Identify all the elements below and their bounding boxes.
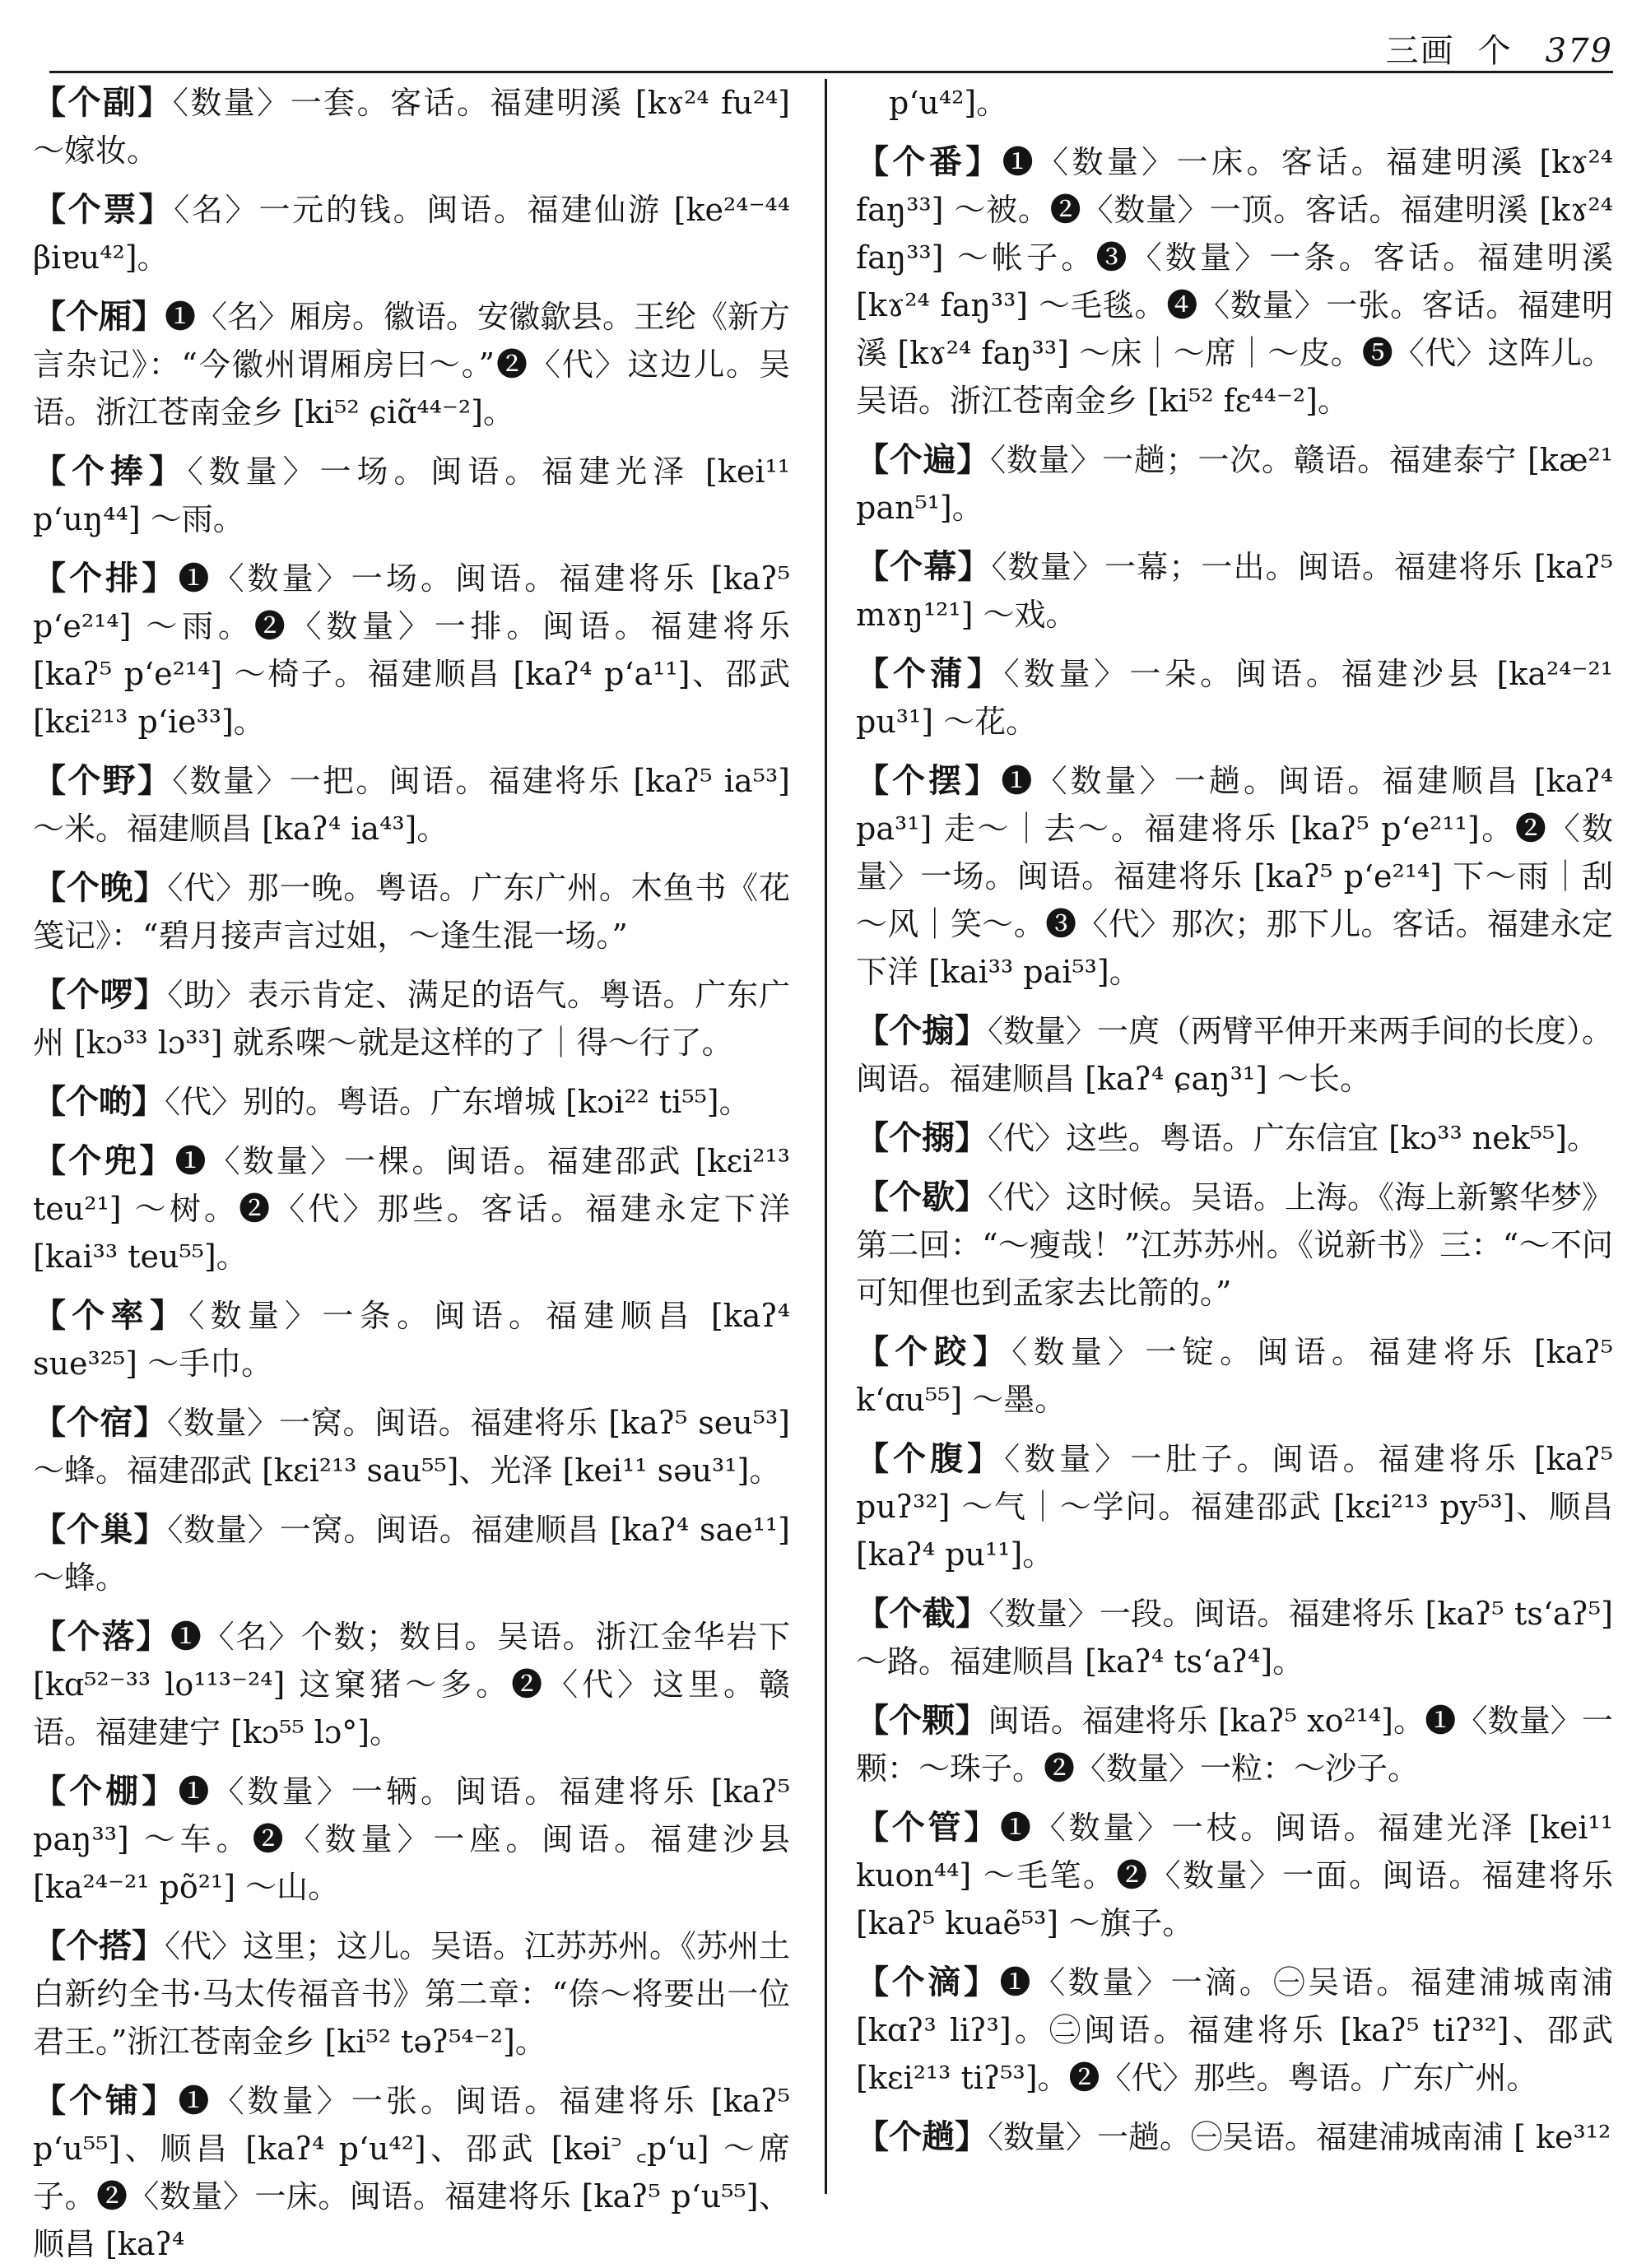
- entry: [33, 2077, 790, 2268]
- entry-headword: 【个排】: [33, 559, 179, 597]
- entry-headword: 【个滴】: [856, 1963, 1000, 2001]
- entry: [856, 1697, 1613, 1792]
- entry: [856, 138, 1613, 425]
- entry-text: 〈数量〉一肚子。闽语。福建将乐 [kaʔ⁵ puʔ³²] ～气｜～学问。福建邵武 [kɛi²¹³ py⁵³]、顺昌 [kaʔ⁴ pu¹¹]。: [856, 1441, 1614, 1573]
- entry-headword: 【个兜】: [33, 1141, 175, 1180]
- entry-text: ❶〈数量〉一枝。闽语。福建光泽 [kei¹¹ kuon⁴⁴] ～毛笔。❷〈数量〉一面。闽语。福建将乐 [kaʔ⁵ kuaẽ⁵³] ～旗子。: [856, 1810, 1614, 1941]
- entry-text: 〈数量〉一段。闽语。福建将乐 [kaʔ⁵ tsʻaʔ⁵] ～路。福建顺昌 [kaʔ⁴ tsʻaʔ⁴]。: [856, 1596, 1613, 1680]
- entry: [33, 971, 790, 1067]
- entry-text: 〈数量〉一把。闽语。福建将乐 [kaʔ⁵ ia⁵³] ～米。福建顺昌 [kaʔ⁴ ia⁴³]。: [33, 763, 791, 847]
- entry: [33, 864, 790, 960]
- entry-headword: 【个啰】: [33, 975, 168, 1014]
- entry: [856, 1804, 1613, 1947]
- entry-text: 〈数量〉一窝。闽语。福建将乐 [kaʔ⁵ seu⁵³] ～蜂。福建邵武 [kɛi²¹³ sau⁵⁵]、光泽 [kei¹¹ səu³¹]。: [33, 1405, 791, 1489]
- entry-headword: 【个跤】: [856, 1332, 1012, 1371]
- entry-text: ❶〈数量〉一辆。闽语。福建将乐 [kaʔ⁵ paŋ³³] ～车。❷〈数量〉一座。闽语。福建沙县 [ka²⁴⁻²¹ põ²¹] ～山。: [33, 1773, 790, 1905]
- entry-text: ❶〈数量〉一床。客话。福建明溪 [kɤ²⁴ faŋ³³] ～被。❷〈数量〉一顶。客话。福建明溪 [kɤ²⁴ faŋ³³] ～帐子。❸〈数量〉一条。客话。福建明溪 [kɤ²⁴ faŋ³³] ～毛毯。❹〈数量〉一张。客话。福建明溪 [kɤ²⁴ faŋ³³] ～床｜～席｜～皮。❺〈代〉这阵儿。吴语。浙江苍南金乡 [ki⁵² fɛ⁴⁴⁻²]。: [856, 144, 1613, 419]
- entry: [33, 1613, 790, 1756]
- entry: [33, 1506, 790, 1601]
- entry-headword: 【个野】: [33, 761, 173, 800]
- entry-headword: 【个搭】: [33, 1926, 165, 1965]
- entry: [856, 757, 1613, 996]
- entry-headword: 【个番】: [856, 142, 1002, 181]
- entry: [33, 1078, 790, 1126]
- entry-text: ❶〈数量〉一趟。闽语。福建顺昌 [kaʔ⁴ pa³¹] 走～｜去～。福建将乐 [kaʔ⁵ pʻe²¹¹]。❷〈数量〉一场。闽语。福建将乐 [kaʔ⁵ pʻe²¹⁴] 下～雨｜刮～风｜笑～。❸〈代〉那次；那下儿。客话。福建永定下洋 [kai³³ pai⁵³]。: [856, 763, 1613, 990]
- entry-headword: 【个腹】: [856, 1439, 1005, 1478]
- entry-headword: 【个副】: [33, 83, 173, 122]
- continued-text: pʻu⁴²]。: [889, 85, 1008, 121]
- entry: [33, 1399, 790, 1494]
- entry: [33, 1768, 790, 1911]
- entry-headword: 【个啲】: [33, 1082, 165, 1121]
- entry-headword: 【个落】: [33, 1617, 170, 1656]
- entry: [33, 555, 790, 746]
- entry: [33, 293, 790, 436]
- entry: [33, 79, 790, 174]
- entry: [856, 1174, 1613, 1317]
- entry: [856, 1114, 1613, 1162]
- entry: [856, 1435, 1613, 1578]
- entry-text: 〈数量〉一条。闽语。福建顺昌 [kaʔ⁴ sue³²⁵] ～手巾。: [33, 1298, 791, 1382]
- entry: [33, 757, 790, 853]
- entry-text: 〈代〉那一晚。粤语。广东广州。木鱼书《花笺记》：“碧月接声言过姐，～逢生混一场。”: [33, 870, 790, 954]
- entry-text: 〈助〉表示肯定、满足的语气。粤语。广东广州 [kɔ³³ lɔ³³] 就系㗎～就是这样的了｜得～行了。: [33, 977, 790, 1061]
- entry-text: 〈数量〉一庹（两臂平伸开来两手间的长度）。闽语。福建顺昌 [kaʔ⁴ ɕaŋ³¹] ～长。: [856, 1013, 1614, 1097]
- right-column: [856, 79, 1613, 2202]
- entry-headword: 【个蒲】: [856, 654, 1004, 693]
- entry: [856, 1007, 1613, 1103]
- entry: [856, 436, 1613, 532]
- entry-text: 〈数量〉一套。客话。福建明溪 [kɤ²⁴ fu²⁴] ～嫁妆。: [33, 85, 790, 169]
- entry-headword: 【个晚】: [33, 868, 168, 907]
- entry: [856, 650, 1613, 746]
- entry-headword: 【个捧】: [33, 452, 188, 490]
- entry-text: 〈名〉一元的钱。闽语。福建仙游 [ke²⁴⁻⁴⁴ βiɐu⁴²]。: [33, 192, 790, 276]
- page-number: 379: [1545, 32, 1613, 70]
- entry: [33, 1292, 790, 1387]
- entry-headword: 【个遍】: [856, 440, 991, 479]
- entry: [856, 1590, 1613, 1685]
- entry-text: 〈数量〉一朵。闽语。福建沙县 [ka²⁴⁻²¹ pu³¹] ～花。: [856, 656, 1613, 740]
- entry-headword: 【个趟】: [856, 2117, 988, 2156]
- entry-text: 〈代〉这里；这儿。吴语。江苏苏州。《苏州土白新约全书·马太传福音书》第二章：“倷～将要出一位君王。”浙江苍南金乡 [ki⁵² təʔ⁵⁴⁻²]。: [33, 1928, 791, 2060]
- entry-headword: 【个颗】: [856, 1701, 988, 1740]
- entry-headword: 【个厢】: [33, 297, 165, 336]
- entry-text: 〈数量〉一锭。闽语。福建将乐 [kaʔ⁵ kʻɑu⁵⁵] ～墨。: [856, 1334, 1614, 1418]
- entry: [33, 448, 790, 543]
- running-header: [49, 18, 1613, 73]
- entry-headword: 【个宿】: [33, 1403, 167, 1442]
- entry-text: 闽语。福建将乐 [kaʔ⁵ xo²¹⁴]。❶〈数量〉一颗：～珠子。❷〈数量〉一粒：～沙子。: [856, 1703, 1613, 1787]
- entry-text: ❶〈数量〉一张。闽语。福建将乐 [kaʔ⁵ pʻu⁵⁵]、顺昌 [kaʔ⁴ pʻu⁴²]、邵武 [kəi꜄ ꜀pʻu] ～席子。❷〈数量〉一床。闽语。福建将乐 [kaʔ⁵ pʻu⁵⁵]、顺昌 [kaʔ⁴: [33, 2083, 790, 2262]
- entry: [856, 1328, 1613, 1424]
- entry-text: 〈代〉这些。粤语。广东信宜 [kɔ³³ nek⁵⁵]。: [988, 1120, 1599, 1156]
- entry-text: 〈数量〉一窝。闽语。福建顺昌 [kaʔ⁴ sae¹¹] ～蜂。: [33, 1512, 790, 1596]
- entry-headword: 【个幕】: [856, 547, 992, 586]
- column-divider: [825, 79, 827, 2194]
- entry-text: ❶〈名〉厢房。徽语。安徽歙县。王纶《新方言杂记》：“今徽州谓厢房曰～。”❷〈代〉这边儿。吴语。浙江苍南金乡 [ki⁵² ɕiɑ̃⁴⁴⁻²]。: [33, 299, 791, 430]
- entry-text: 〈数量〉一幕；一出。闽语。福建将乐 [kaʔ⁵ mɤŋ¹²¹] ～戏。: [856, 549, 1613, 633]
- entry-headword: 【个票】: [33, 190, 174, 229]
- entry: [856, 543, 1613, 639]
- entry-text: ❶〈名〉个数；数目。吴语。浙江金华岩下 [kɑ⁵²⁻³³ lo¹¹³⁻²⁴] 这窠猪～多。❷〈代〉这里。赣语。福建建宁 [kɔ⁵⁵ lɔ°]。: [33, 1619, 790, 1750]
- entry: [856, 2113, 1613, 2161]
- header-section: 三画: [1385, 32, 1455, 70]
- entry: [33, 1137, 790, 1280]
- entry-text: 〈数量〉一趟；一次。赣语。福建泰宁 [kæ²¹ pan⁵¹]。: [856, 442, 1614, 526]
- entry-text: 〈数量〉一趟。㊀吴语。福建浦城南浦 [ ke³¹²: [988, 2119, 1611, 2155]
- entry-headword: 【个搧】: [856, 1011, 988, 1050]
- entry-headword: 【个搦】: [856, 1118, 988, 1157]
- left-column: [33, 79, 791, 2262]
- header-char: 个: [1477, 32, 1513, 70]
- entry-text: 〈代〉这时候。吴语。上海。《海上新繁华梦》第二回：“～瘦哉！”江苏苏州。《说新书》三：“～不问可知俚也到孟家去比箭的。”: [856, 1179, 1614, 1311]
- entry-headword: 【个铺】: [33, 2081, 179, 2120]
- entry-headword: 【个巢】: [33, 1510, 168, 1549]
- header-text: [1386, 25, 1613, 72]
- entry: [33, 1922, 790, 2066]
- entry-headword: 【个截】: [856, 1594, 989, 1633]
- entry-headword: 【个管】: [856, 1808, 1000, 1847]
- entry-text: ❶〈数量〉一棵。闽语。福建邵武 [kɛi²¹³ teu²¹] ～树。❷〈代〉那些。客话。福建永定下洋 [kai³³ teu⁵⁵]。: [33, 1143, 791, 1275]
- entry-headword: 【个摆】: [856, 761, 1002, 800]
- entry-text: ❶〈数量〉一滴。㊀吴语。福建浦城南浦 [kɑʔ³ liʔ³]。㊁闽语。福建将乐 [kaʔ⁵ tiʔ³²]、邵武 [kɛi²¹³ tiʔ⁵³]。❷〈代〉那些。粤语。广东广州。: [856, 1964, 1613, 2096]
- entry-headword: 【个棚】: [33, 1772, 179, 1810]
- entry-headword: 【个率】: [33, 1296, 189, 1335]
- entry-text: 〈数量〉一场。闽语。福建光泽 [kei¹¹ pʻuŋ⁴⁴] ～雨。: [33, 453, 790, 537]
- entry: [33, 186, 790, 281]
- entry: [856, 1959, 1613, 2102]
- entry-text: 〈代〉别的。粤语。广东增城 [kɔi²² ti⁵⁵]。: [165, 1084, 751, 1120]
- entry-headword: 【个歇】: [856, 1178, 988, 1216]
- entry-text: ❶〈数量〉一场。闽语。福建将乐 [kaʔ⁵ pʻe²¹⁴] ～雨。❷〈数量〉一排。闽语。福建将乐 [kaʔ⁵ pʻe²¹⁴] ～椅子。福建顺昌 [kaʔ⁴ pʻa¹¹]、邵武 [kɛi²¹³ pʻie³³]。: [33, 560, 790, 740]
